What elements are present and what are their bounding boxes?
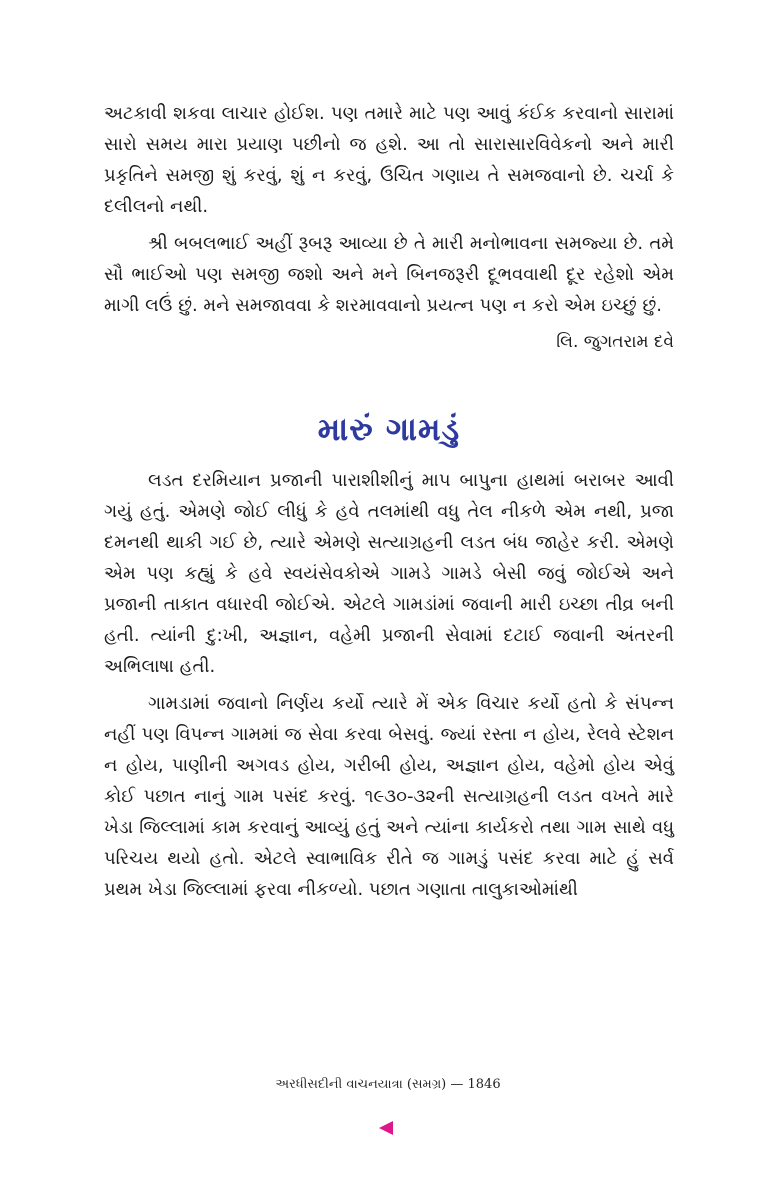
page-footer: અરધીસદીની વાચનયાત્રા (સમગ્ર) — 1846 [275,1077,501,1092]
triangle-left-icon[interactable] [379,1121,393,1135]
section-paragraph-1: લડત દરમિયાન પ્રજાની પારાશીશીનું માપ બાપુના હાથમાં બરાબર આવી ગયું હતું. એમણે જોઈ લીધું કે હવે તલમાંથી વધુ તેલ નીકળે એમ નથી, પ્રજા દમનથી થાકી ગઈ છે, ત્યારે એમણે સત્યાગ્રહની લડત બંધ જાહેર કરી. એમણે એમ પણ કહ્યું કે હવે સ્વયંસેવકોએ ગામડે ગામડે બેસી જવું જોઈએ અને પ્રજાની તાકાત વધારવી જોઈએ. એટલે ગામડાંમાં જવાની મારી ઇચ્છા તીવ્ર બની હતી. ત્યાંની દુ:ખી, અજ્ઞાન, વહેમી પ્રજાની સેવામાં દટાઈ જવાની અંતરની અભિલાષા હતી. [104,470,674,677]
section-paragraph-2: ગામડામાં જવાનો નિર્ણય કર્યો ત્યારે મેં એક વિચાર કર્યો હતો કે સંપન્ન નહીં પણ વિપન્ન ગામમાં જ સેવા કરવા બેસવું. જ્યાં રસ્તા ન હોય, રેલવે સ્ટેશન ન હોય, પાણીની અગવડ હોય, ગરીબી હોય, અજ્ઞાન હોય, વહેમો હોય એવું કોઈ પછાત નાનું ગામ પસંદ કરવું. ૧૯૩૦-૩૨ની સત્યાગ્રહની લડત વખતે મારે ખેડા જિલ્લામાં કામ કરવાનું આવ્યું હતું અને ત્યાંના કાર્યકરો તથા ગામ સાથે વધુ પરિચય થયો હતો. એટલે સ્વાભાવિક રીતે જ ગામડું પસંદ કરવા માટે હું સર્વ પ્રથમ ખેડા જિલ્લામાં ફરવા નીકળ્યો. પછાત ગણાતા તાલુકાઓમાંથી [104,693,674,900]
letter-paragraph-1: અટકાવી શકવા લાચાર હોઈશ. પણ તમારે માટે પણ આવું કંઈક કરવાનો સારામાં સારો સમય મારા પ્રયાણ પછીનો જ હશે. આ તો સારાસારવિવેકનો અને મારી પ્રકૃતિને સમજી શું કરવું, શું ન કરવું, ઉચિત ગણાય તે સમજવાનો છે. ચર્ચા કે દલીલનો નથી. [104,103,674,217]
section-title: મારું ગામડું [317,410,461,448]
letter-signature: લિ. જુગતરામ દવે [556,332,674,352]
letter-paragraph-2: શ્રી બબલભાઈ અહીં રૂબરૂ આવ્યા છે તે મારી મનોભાવના સમજ્યા છે. તમે સૌ ભાઈઓ પણ સમજી જશો અને મને બિનજરૂરી દૂભવવાથી દૂર રહેશો એમ માગી લઉં છું. મને સમજાવવા કે શરમાવવાનો પ્રયત્ન પણ ન કરો એમ ઇચ્છું છું. [104,233,674,316]
page-content [104,98,674,911]
